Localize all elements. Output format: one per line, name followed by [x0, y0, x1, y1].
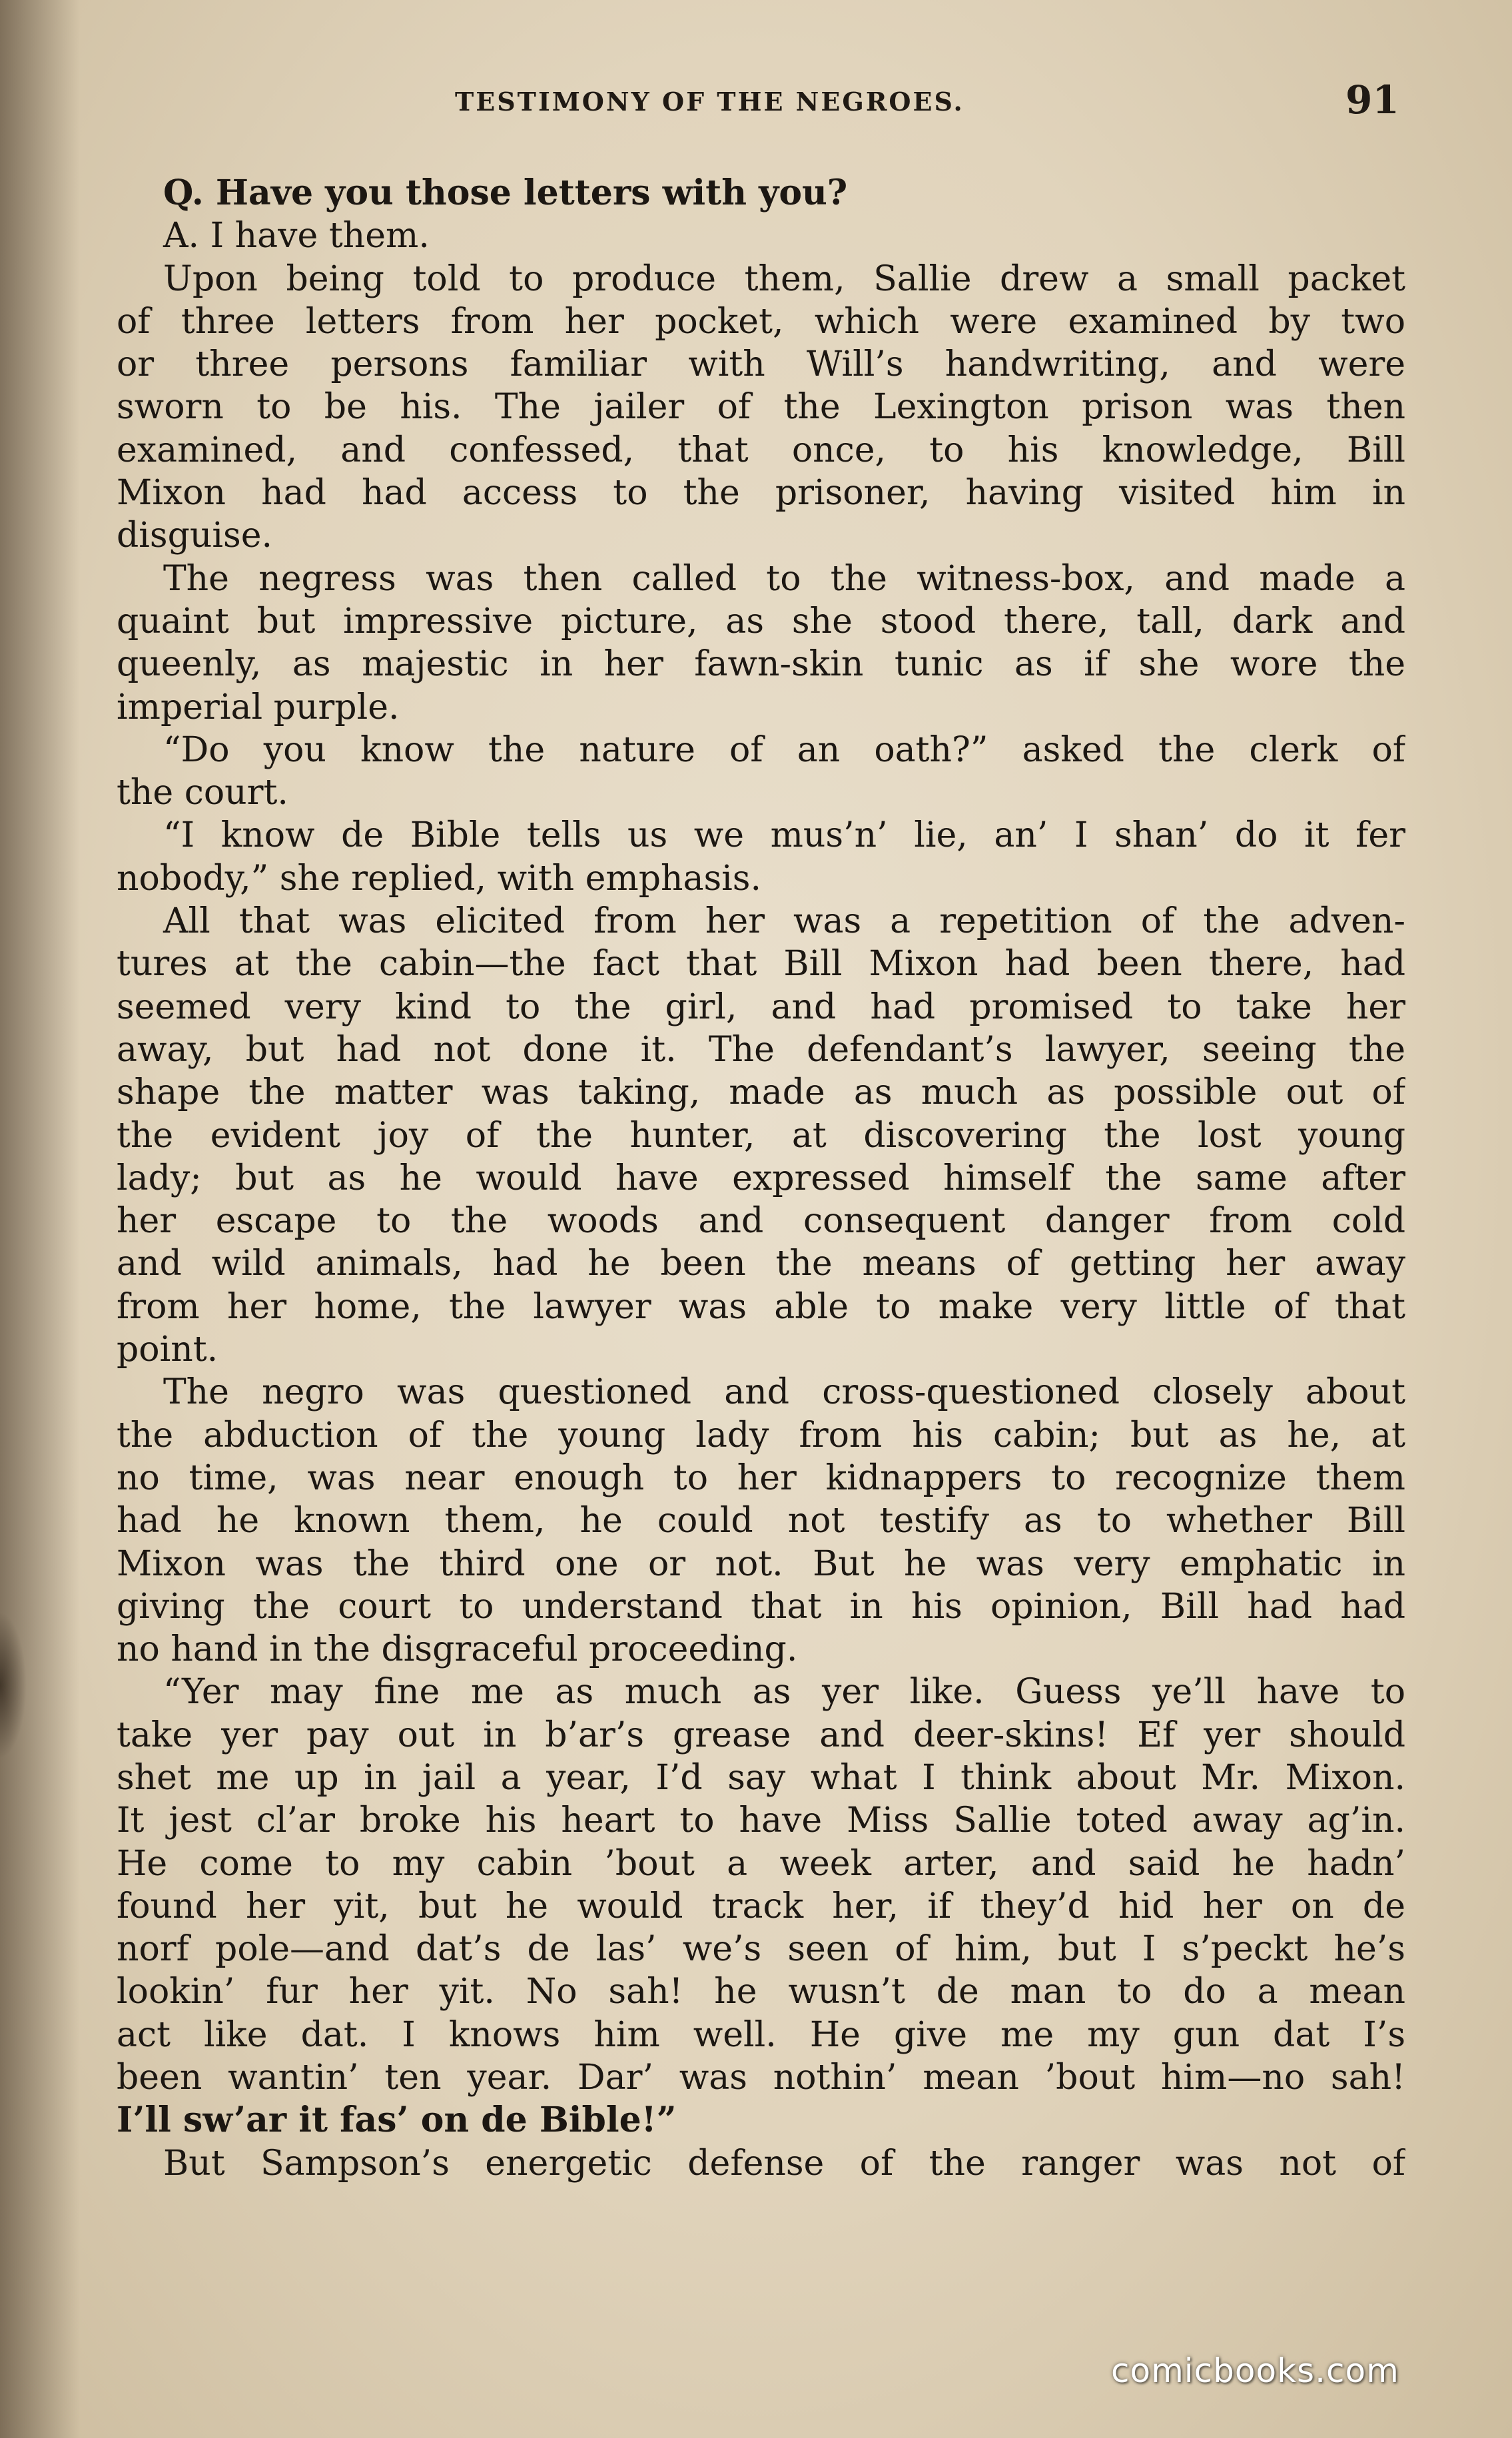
running-head-title: TESTIMONY OF THE NEGROES.	[455, 87, 964, 117]
text-line: no time, was near enough to her kidnappers to recognize them	[117, 1457, 1405, 1498]
text-line: found her yit, but he would track her, if they’d hid her on de	[117, 1886, 1405, 1926]
text-line: the court.	[117, 773, 288, 813]
text-line: A. I have them.	[163, 216, 430, 256]
text-line: He come to my cabin ’bout a week arter, and said he hadn’	[117, 1843, 1405, 1884]
text-line: the evident joy of the hunter, at discovering the lost young	[117, 1115, 1405, 1156]
text-line: The negro was questioned and cross-questioned closely about	[163, 1372, 1405, 1413]
text-line: shet me up in jail a year, I’d say what I think about Mr. Mixon.	[117, 1757, 1405, 1798]
text-line: Upon being told to produce them, Sallie drew a small packet	[163, 258, 1405, 299]
text-line: lookin’ fur her yit. No sah! he wusn’t de man to do a mean	[117, 1972, 1405, 2012]
text-line: Mixon had had access to the prisoner, having visited him in	[117, 473, 1405, 514]
text-line: “Yer may fine me as much as yer like. Guess ye’ll have to	[163, 1672, 1405, 1713]
text-line: All that was elicited from her was a repetition of the adven-	[163, 901, 1405, 942]
watermark: comicbooks.com	[1111, 2351, 1399, 2390]
text-line: no hand in the disgraceful proceeding.	[117, 1629, 798, 1670]
text-line: from her home, the lawyer was able to make very little of that	[117, 1286, 1405, 1327]
text-line: shape the matter was taking, made as much as possible out of	[117, 1072, 1405, 1113]
text-line: norf pole—and dat’s de las’ we’s seen of him, but I s’peckt he’s	[117, 1929, 1405, 1970]
text-line: been wantin’ ten year. Dar’ was nothin’ mean ’bout him—no sah!	[117, 2058, 1405, 2098]
page-edge-shadow	[0, 0, 80, 2438]
text-line: take yer pay out in b’ar’s grease and deer-skins! Ef yer should	[117, 1715, 1405, 1755]
text-line: act like dat. I knows him well. He give me my gun dat I’s	[117, 2014, 1405, 2055]
text-line: away, but had not done it. The defendant’s lawyer, seeing the	[117, 1029, 1405, 1070]
text-line: had he known them, he could not testify as to whether Bill	[117, 1501, 1405, 1541]
text-line: lady; but as he would have expressed himself the same after	[117, 1158, 1405, 1198]
text-line: point.	[117, 1330, 218, 1370]
body-text	[117, 172, 1405, 2185]
text-line: disguise.	[117, 516, 272, 556]
text-line: “I know de Bible tells us we mus’n’ lie, an’ I shan’ do it fer	[163, 815, 1405, 856]
text-line: But Sampson’s energetic defense of the ranger was not of	[163, 2143, 1405, 2184]
text-line: queenly, as majestic in her fawn-skin tunic as if she wore the	[117, 644, 1405, 685]
text-line: The negress was then called to the witness-box, and made a	[163, 558, 1405, 599]
text-line: imperial purple.	[117, 687, 400, 727]
text-line: “Do you know the nature of an oath?” asked the clerk of	[163, 729, 1405, 770]
text-line: sworn to be his. The jailer of the Lexington prison was then	[117, 387, 1405, 428]
text-line: tures at the cabin—the fact that Bill Mixon had been there, had	[117, 944, 1405, 985]
text-line: and wild animals, had he been the means of getting her away	[117, 1244, 1405, 1284]
text-line: I’ll sw’ar it fas’ on de Bible!”	[117, 2100, 677, 2141]
text-line: Mixon was the third one or not. But he was very emphatic in	[117, 1543, 1405, 1584]
text-line: It jest cl’ar broke his heart to have Miss Sallie toted away ag’in.	[117, 1801, 1405, 1841]
text-line: of three letters from her pocket, which were examined by two	[117, 301, 1405, 342]
text-line: Q. Have you those letters with you?	[163, 173, 848, 213]
text-line: seemed very kind to the girl, and had promised to take her	[117, 987, 1405, 1027]
page-stain	[0, 1612, 27, 1759]
text-line: examined, and confessed, that once, to his knowledge, Bill	[117, 430, 1405, 470]
text-line: the abduction of the young lady from his cabin; but as he, at	[117, 1415, 1405, 1455]
page-number: 91	[1345, 77, 1399, 123]
text-line: giving the court to understand that in his opinion, Bill had had	[117, 1586, 1405, 1627]
running-head	[0, 77, 1512, 123]
text-line: nobody,” she replied, with emphasis.	[117, 858, 762, 899]
text-line: her escape to the woods and consequent danger from cold	[117, 1201, 1405, 1242]
text-line: or three persons familiar with Will’s handwriting, and were	[117, 344, 1405, 385]
text-line: quaint but impressive picture, as she stood there, tall, dark and	[117, 601, 1405, 641]
